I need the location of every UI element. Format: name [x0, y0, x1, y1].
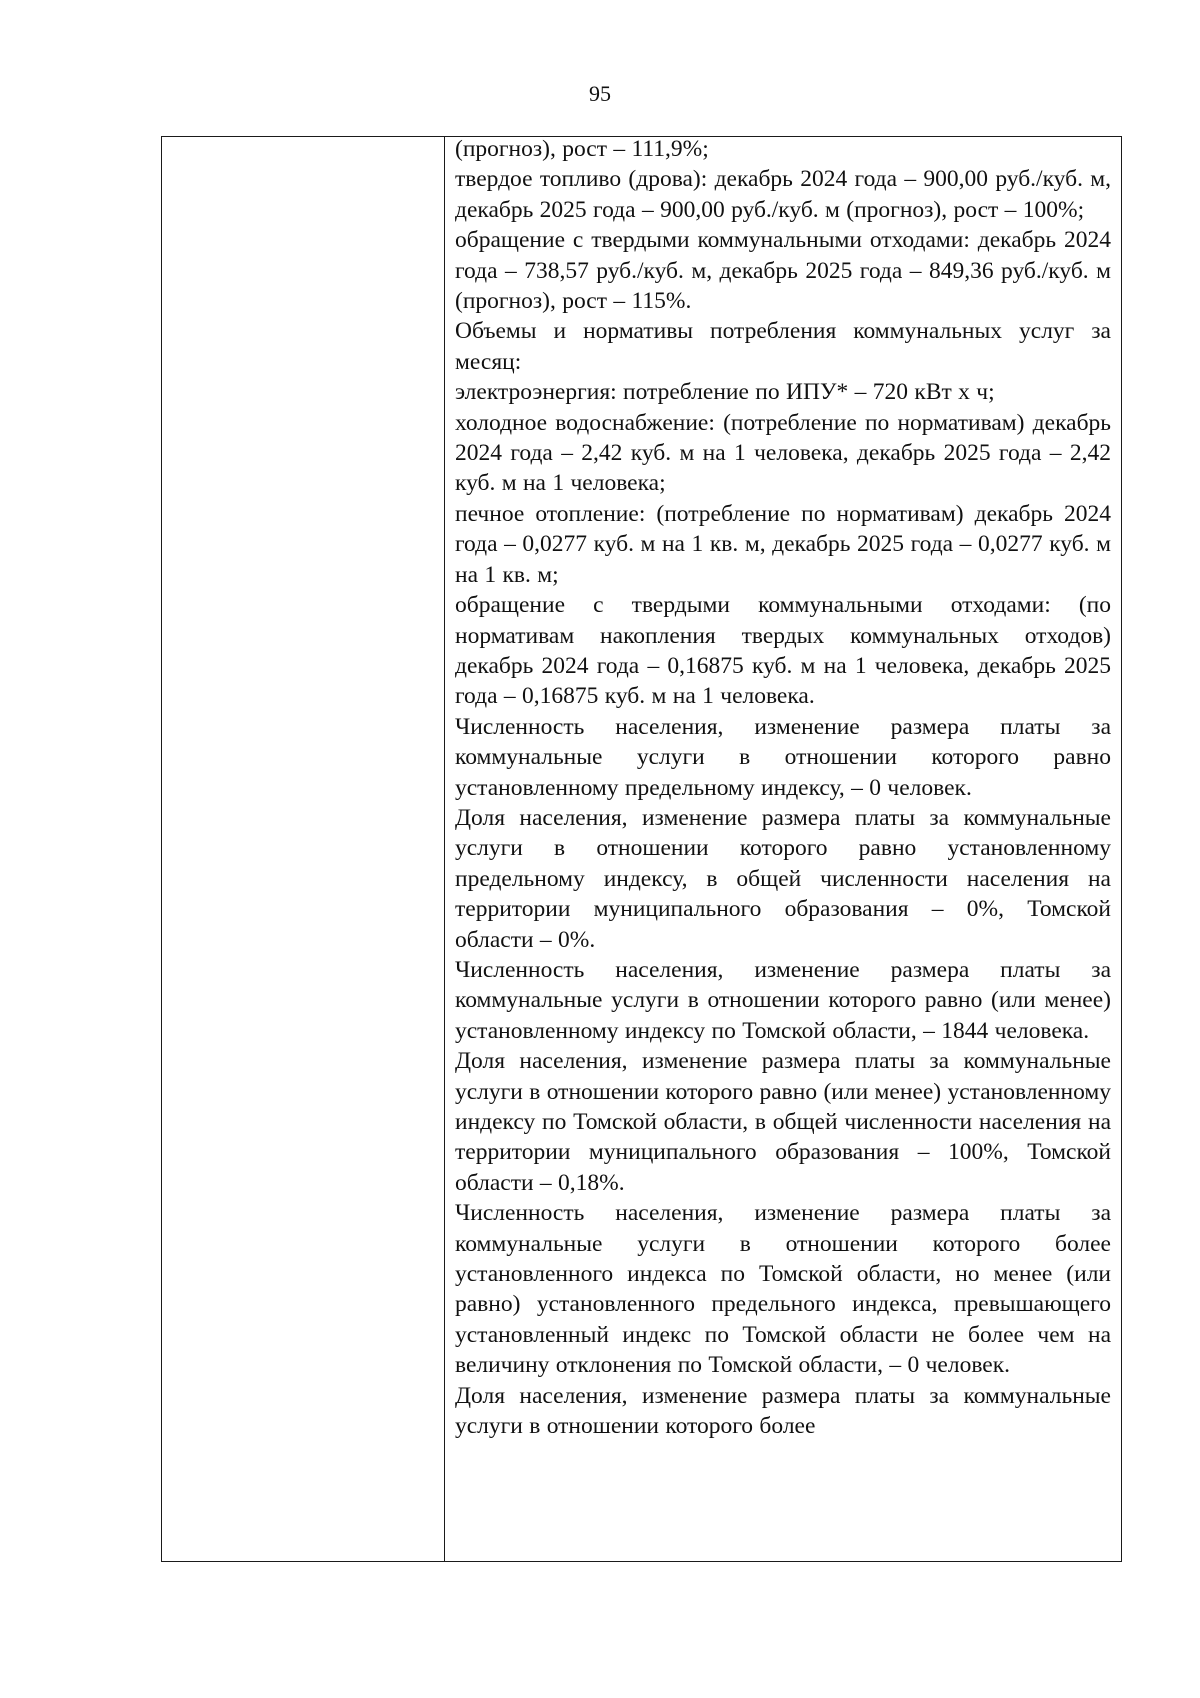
paragraph-cold-water: холодное водоснабжение: (потребление по нормативам) декабрь 2024 года – 2,42 куб. м на 1 человека, декабрь 2025 года – 2,42 куб. м на 1 человека; [455, 409, 1111, 497]
paragraph-electricity: электроэнергия: потребление по ИПУ* – 720 кВт х ч; [455, 379, 995, 406]
paragraph-waste-tariff: обращение с твердыми коммунальными отходами: декабрь 2024 года – 738,57 руб./куб. м, декабрь 2025 года – 849,36 руб./куб. м (прогноз), рост – 115%. [455, 227, 1111, 315]
paragraph-population-regional-index: Численность населения, изменение размера платы за коммунальные услуги в отношении которого равно (или менее) установленному индексу по Томской области, – 1844 человека. [455, 956, 1111, 1044]
paragraph-stove-heating: печное отопление: (потребление по нормативам) декабрь 2024 года – 0,0277 куб. м на 1 кв. м, декабрь 2025 года – 0,0277 куб. м на 1 кв. м; [455, 500, 1111, 588]
paragraph-share-above-index: Доля населения, изменение размера платы за коммунальные услуги в отношении которого более [455, 1382, 1111, 1440]
paragraph-waste-norms: обращение с твердыми коммунальными отходами: (по нормативам накопления твердых коммунальных отходов) декабрь 2024 года – 0,16875 куб. м на 1 человека, декабрь 2025 года – 0,16875 куб. м на 1 человека. [455, 592, 1111, 710]
table-cell-left [162, 137, 445, 1561]
paragraph-share-regional-index: Доля населения, изменение размера платы за коммунальные услуги в отношении которого равно (или менее) установленному индексу по Томской области, в общей численности населения на территории муниципального образования – 100%, Томской области – 0,18%. [455, 1048, 1111, 1196]
paragraph-share-limit-index: Доля населения, изменение размера платы за коммунальные услуги в отношении которого равно установленному предельному индексу, в общей численности населения на территории муниципального образования – 0%, Томской области – 0%. [455, 804, 1111, 953]
paragraph-population-above-index: Численность населения, изменение размера платы за коммунальные услуги в отношении которого более установленного индекса по Томской области, но менее (или равно) установленного предельного индекса, превышающего установленный индекс по Томской области не более чем на величину отклонения по Томской области, – 0 человек. [455, 1200, 1111, 1379]
paragraph-forecast-growth: (прогноз), рост – 111,9%; [455, 137, 709, 162]
table-cell-right [445, 137, 1121, 1561]
paragraph-population-limit-index: Численность населения, изменение размера платы за коммунальные услуги в отношении которого равно установленному предельному индексу, – 0 человек. [455, 713, 1111, 801]
document-table [161, 136, 1122, 1562]
paragraph-solid-fuel: твердое топливо (дрова): декабрь 2024 года – 900,00 руб./куб. м, декабрь 2025 года – 900,00 руб./куб. м (прогноз), рост – 100%; [455, 166, 1111, 223]
page-number: 95 [589, 81, 611, 106]
paragraph-volumes-heading: Объемы и нормативы потребления коммунальных услуг за месяц: [455, 318, 1111, 375]
